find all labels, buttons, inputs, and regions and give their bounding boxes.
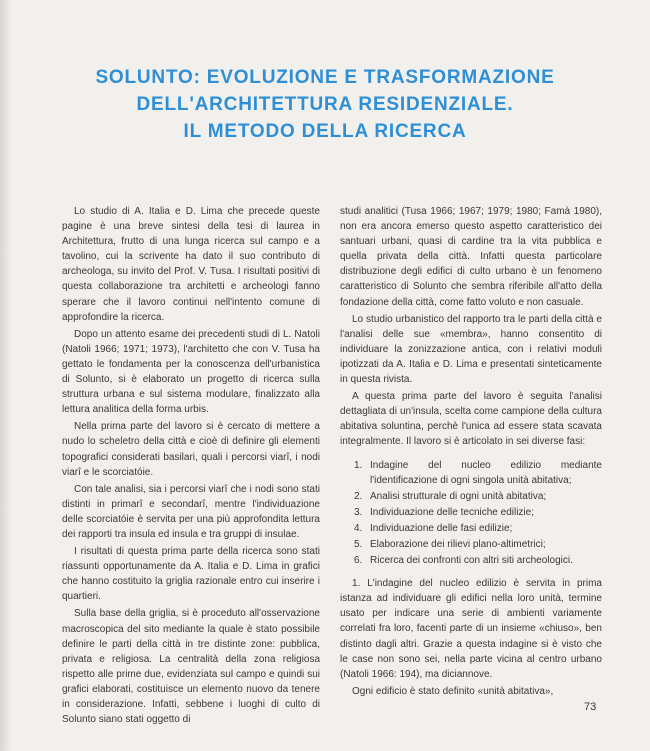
phases-list <box>340 458 602 569</box>
list-item <box>354 505 602 520</box>
paragraph: A questa prima parte del lavoro è seguita l'analisi dettagliata di un'insula, scelta come campione della cultura abitativa soluntina, perchè l'unica ad essere stata scavata integralmente. Il lavoro si è articolato in sei diverse fasi: <box>340 391 602 448</box>
title-line-1: SOLUNTO: EVOLUZIONE E TRASFORMAZIONE <box>95 67 555 88</box>
right-column <box>340 204 602 701</box>
list-text: Analisi strutturale di ogni unità abitativa; <box>370 490 547 502</box>
list-text: Individuazione delle fasi edilizie; <box>370 522 513 534</box>
paragraph: Lo studio urbanistico del rapporto tra le parti della città e l'analisi delle sue «membra», hanno consentito di individuare la zonizzazione antica, con i relativi moduli ipotizzati da A. Italia e D. Lima e presentati sinteticamente in questa rivista. <box>340 313 602 386</box>
list-text: Indagine del nucleo edilizio mediante l'identificazione di ogni singola unità abitativa; <box>370 459 602 486</box>
paragraph: studi analitici (Tusa 1966; 1967; 1979; 1980; Famà 1980), non era ancora emerso questo aspetto caratteristico dei santuari urbani, quasi di cardine tra la vita pubblica e quella privata della città. Infatti questa particolare distribuzione degli edifici di culto urbano è un fenomeno caratteristico di Solunto che sembra riferibile all'atto della fondazione della città, come fatto voluto e non casuale. <box>340 206 602 308</box>
list-number: 2. <box>354 490 363 502</box>
list-item <box>354 489 602 504</box>
list-number: 4. <box>354 522 363 534</box>
title-line-3: IL METODO DELLA RICERCA <box>183 121 467 142</box>
list-item <box>354 537 602 552</box>
list-item <box>354 458 602 488</box>
list-item <box>354 553 602 568</box>
paragraph: Nella prima parte del lavoro si è cercato di mettere a nudo lo scheletro della città e cioè di definire gli elementi topografici considerati basilari, quali i percorsi viarî, i nodi viarî e le scorciatóie. <box>62 421 320 478</box>
list-number: 6. <box>354 555 363 567</box>
paragraph: Sulla base della griglia, si è proceduto all'osservazione macroscopica del sito mediante la quale è stato possibile definire le parti della città in tre distinte zone: pubblica, privata e religiosa. La centralità della zona religiosa rispetto alle prime due, evidenziata sul campo e quindi sui grafici elaborati, costituisce un elemento nuovo da tenere in considerazione. Infatti, sebbene i luoghi di culto di Solunto siano stati oggetto di <box>62 608 320 726</box>
list-number: 3. <box>354 506 363 518</box>
list-item <box>354 521 602 536</box>
paragraph: Lo studio di A. Italia e D. Lima che precede queste pagine è una breve sintesi della tesi di laurea in Architettura, frutto di una lunga ricerca sul campo e a tavolino, cui la scrivente ha dato il suo contributo di archeologa, su invito del Prof. V. Tusa. I risultati positivi di questa collaborazione tra architetti e archeologi fanno sperare che il lavoro continui nell'intento comune di approfondire la ricerca. <box>62 206 320 323</box>
paragraph: Dopo un attento esame dei precedenti studi di L. Natoli (Natoli 1966; 1971; 1973), l'architetto che con V. Tusa ha gettato le fondamenta per la conoscenza dell'urbanistica di Solunto, si è elaborato un progetto di ricerca sulla struttura urbana e sul sistema modulare, finalizzato alla lettura analitica della forma urbis. <box>62 328 320 416</box>
paragraph: 1. L'indagine del nucleo edilizio è servita in prima istanza ad individuare gli edifici nella loro unità, termine usato per indicare una serie di ambienti variamente correlati fra loro, facenti parte di un insieme «chiuso», ben distinto dagli altri. Grazie a questa indagine si è visto che le case non sono sei, nella parte vicina al centro urbano (Natoli 1966: 194), ma diciannove. <box>340 578 602 680</box>
list-text: Individuazione delle tecniche edilizie; <box>370 506 534 518</box>
paragraph: Con tale analisi, sia i percorsi viarî che i nodi sono stati distinti in primarî e secondarî, mentre l'individuazione delle scorciatóie è servita per una più approfondita lettura dei rapporti tra insula ed insula e tra gruppi di insulae. <box>62 483 320 540</box>
list-number: 1. <box>354 459 363 471</box>
page-number: 73 <box>584 701 597 713</box>
paragraph: I risultati di questa prima parte della ricerca sono stati riassunti opportunamente da A. Italia e D. Lima in grafici che hanno costituito la griglia razionale entro cui inserire i quartieri. <box>62 546 320 603</box>
left-column <box>62 204 320 729</box>
paragraph: Ogni edificio è stato definito «unità abitativa», <box>352 685 554 697</box>
list-text: Ricerca dei confronti con altri siti archeologici. <box>370 555 573 567</box>
list-number: 5. <box>354 538 363 550</box>
article-title <box>0 64 650 145</box>
list-text: Elaborazione dei rilievi plano-altimetrici; <box>370 538 546 550</box>
title-line-2: DELL'ARCHITETTURA RESIDENZIALE. <box>136 94 514 115</box>
